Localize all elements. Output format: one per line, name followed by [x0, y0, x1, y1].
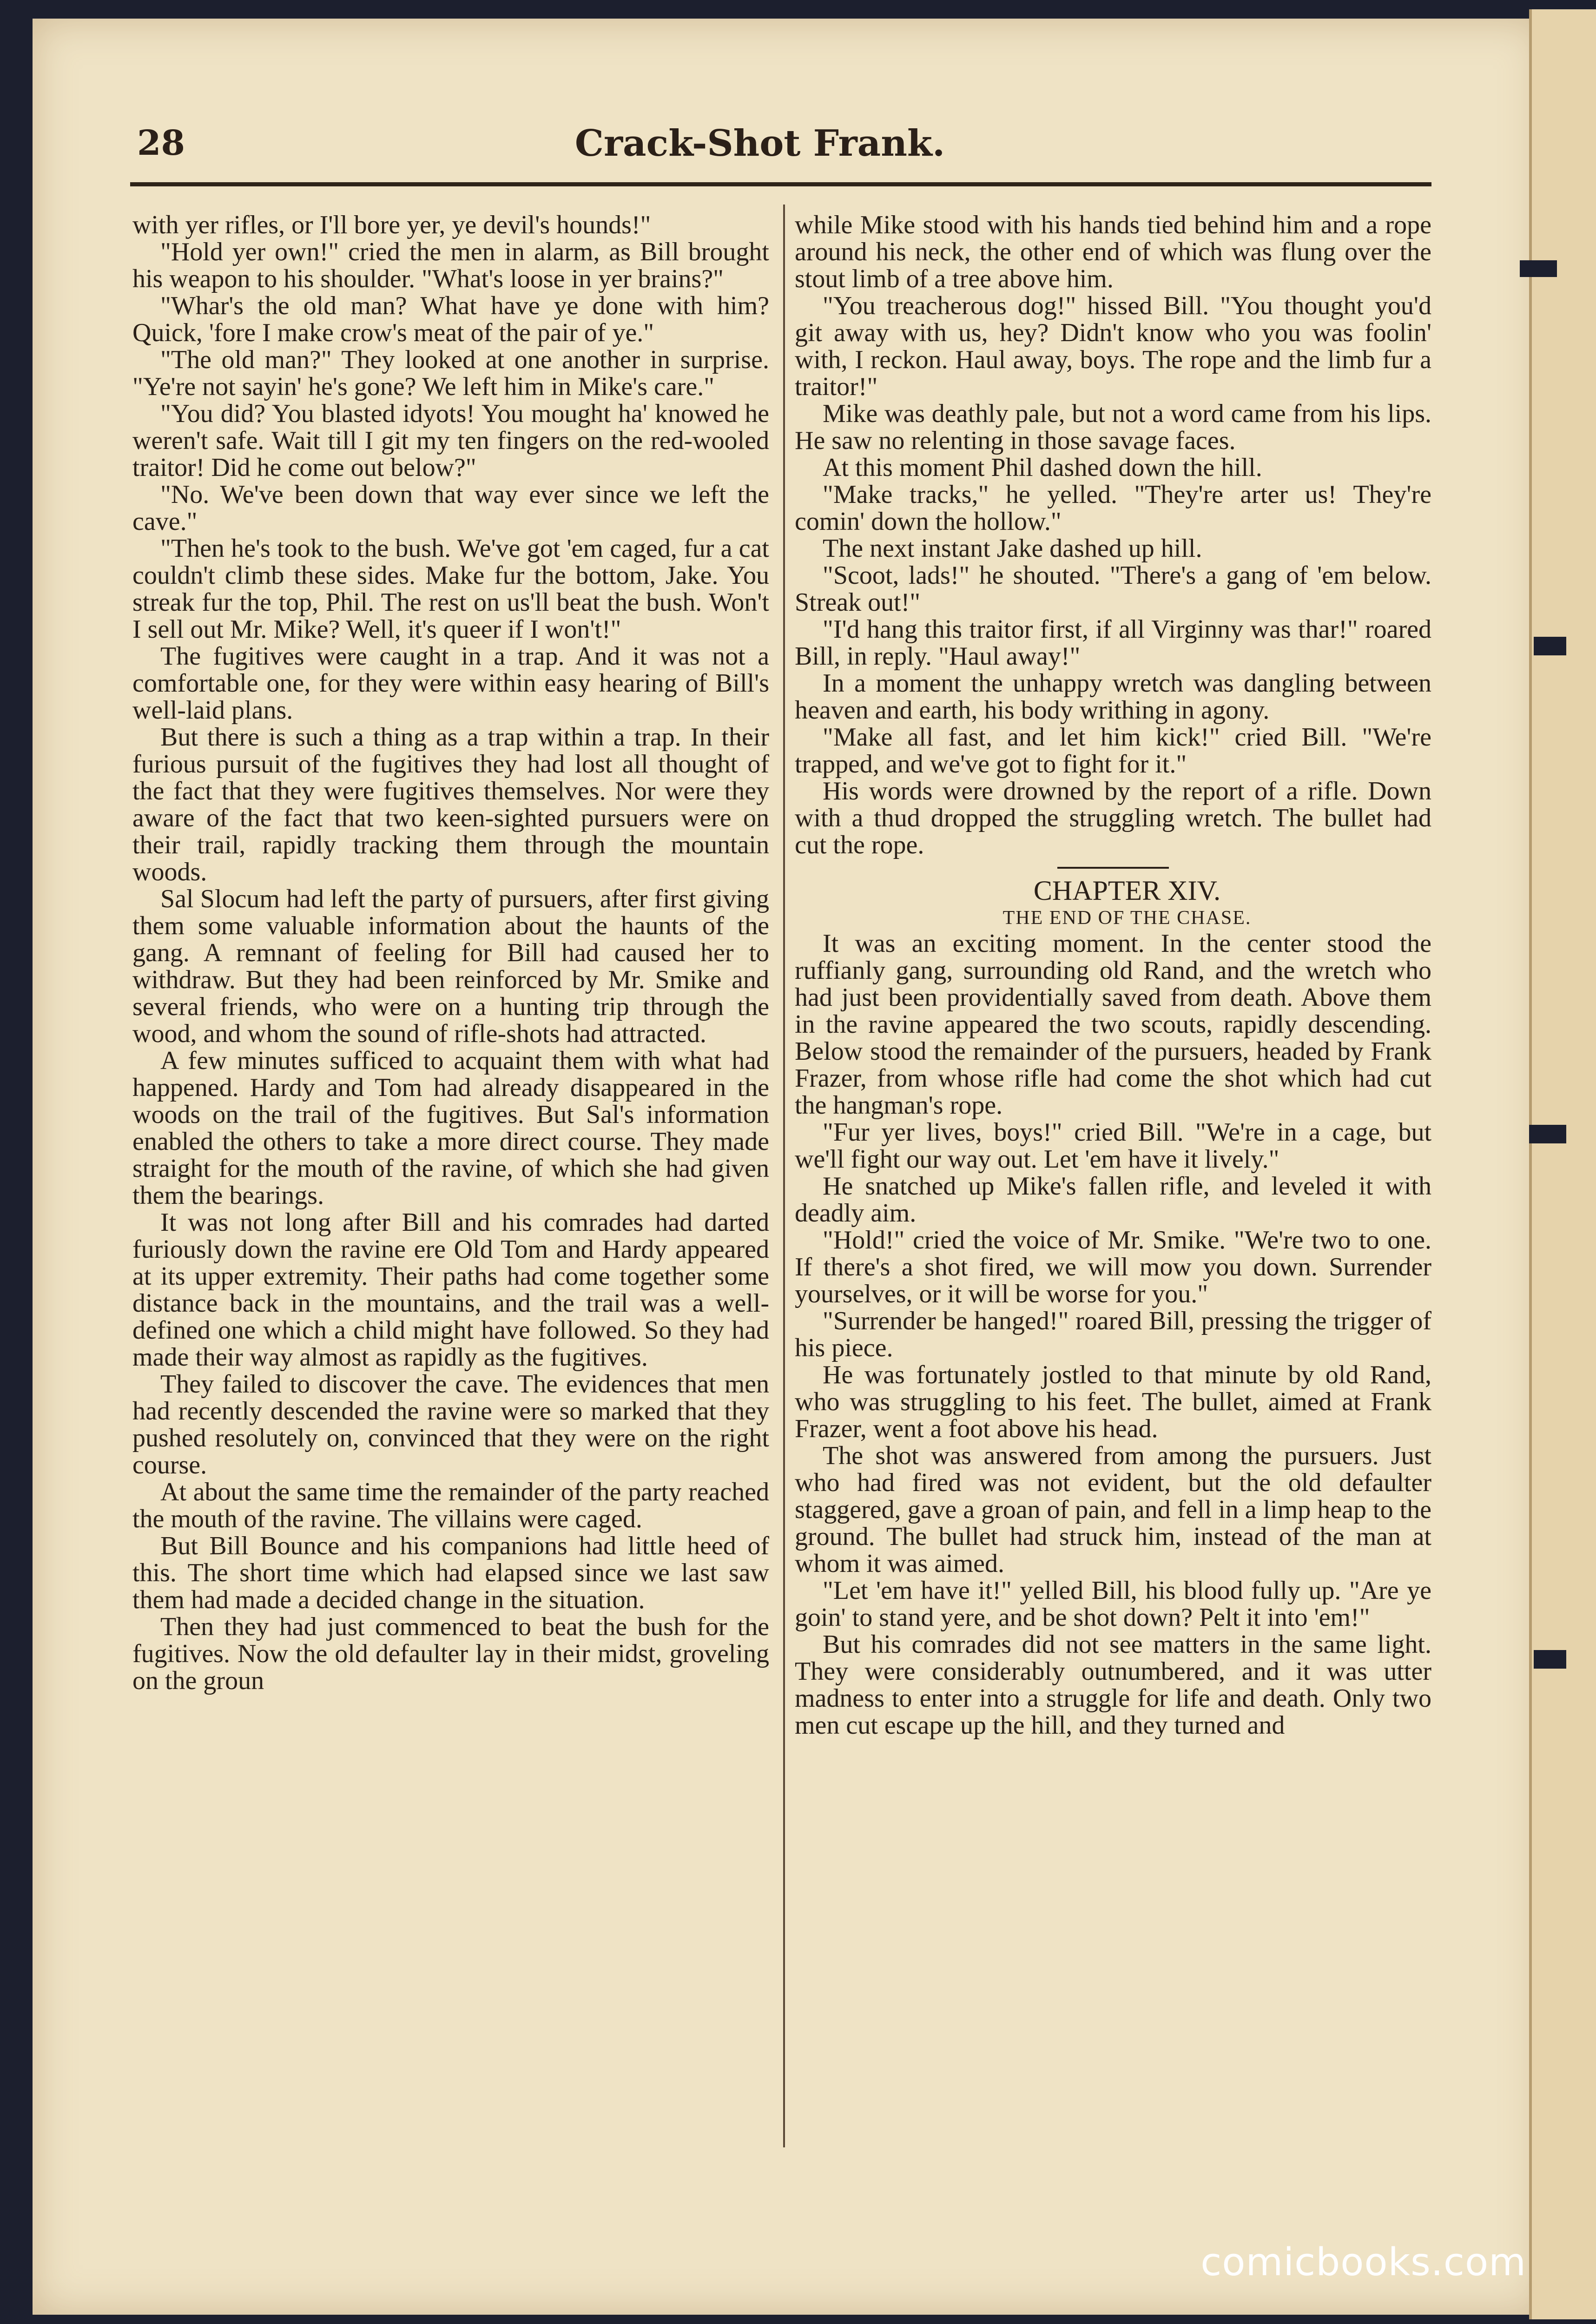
paragraph: "Let 'em have it!" yelled Bill, his blood fully up. "Are ye goin' to stand yere, and be shot down? Pelt it into 'em!": [795, 1576, 1431, 1632]
paragraph: His words were drowned by the report of a rifle. Down with a thud dropped the struggling wretch. The bullet had cut the rope.: [795, 777, 1431, 859]
paragraph: He snatched up Mike's fallen rifle, and leveled it with deadly aim.: [795, 1172, 1431, 1228]
paragraph: "Hold yer own!" cried the men in alarm, as Bill brought his weapon to his shoulder. "What's loose in yer brains?": [132, 238, 769, 293]
paragraph: The next instant Jake dashed up hill.: [823, 534, 1202, 563]
paragraph: But Bill Bounce and his companions had little heed of this. The short time which had elapsed since we last saw them had made a decided change in the situation.: [132, 1532, 769, 1614]
paragraph: It was not long after Bill and his comrades had darted furiously down the ravine ere Old Tom and Hardy appeared at its upper extremity. Their paths had come together some distance back in the mountains, and the trail was a well-defined one which a child might have followed. So they had made their way almost as rapidly as the fugitives.: [132, 1208, 769, 1372]
paragraph: "Then he's took to the bush. We've got 'em caged, fur a cat couldn't climb these sides. Make fur the bottom, Jake. You streak fur the top, Phil. The rest on us'll beat the bush. Won't I sell out Mr. Mike? Well, it's queer if I won't!": [132, 534, 769, 644]
paragraph: "Whar's the old man? What have ye done with him? Quick, 'fore I make crow's meat of the pair of ye.": [132, 291, 769, 347]
paragraph: At this moment Phil dashed down the hill.: [823, 453, 1262, 482]
paragraph: "Make tracks," he yelled. "They're arter us! They're comin' down the hollow.": [795, 480, 1431, 536]
paragraph: "The old man?" They looked at one another in surprise. "Ye're not sayin' he's gone? We left him in Mike's care.": [132, 345, 769, 401]
chapter-heading: CHAPTER XIV.: [1033, 875, 1221, 906]
right-column-upper: [795, 211, 1431, 858]
paragraph: "Surrender be hanged!" roared Bill, pressing the trigger of his piece.: [795, 1307, 1431, 1362]
page-number: 28: [137, 123, 185, 163]
watermark: comicbooks.com: [1200, 2240, 1526, 2284]
paragraph: They failed to discover the cave. The evidences that men had recently descended the ravine were so marked that they pushed resolutely on, convinced that they were on the right course.: [132, 1370, 769, 1479]
running-title: Crack-Shot Frank.: [574, 122, 945, 165]
paragraph: "You treacherous dog!" hissed Bill. "You thought you'd git away with us, hey? Didn't know who you was foolin' with, I reckon. Haul away, boys. The rope and the limb fur a traitor!": [795, 291, 1431, 401]
paragraph: "Fur yer lives, boys!" cried Bill. "We're in a cage, but we'll fight our way out. Let 'em have it lively.": [795, 1118, 1431, 1174]
chapter-subheading: THE END OF THE CHASE.: [1002, 907, 1252, 929]
right-column-lower: [795, 930, 1431, 1739]
paragraph: The fugitives were caught in a trap. And it was not a comfortable one, for they were within easy hearing of Bill's well-laid plans.: [132, 642, 769, 725]
paragraph: A few minutes sufficed to acquaint them with what had happened. Hardy and Tom had already disappeared in the woods on the trail of the fugitives. But Sal's information enabled the others to take a more direct course. They made straight for the mouth of the ravine, of which she had given them the bearings.: [132, 1046, 769, 1210]
paragraph: But there is such a thing as a trap within a trap. In their furious pursuit of the fugitives they had lost all thought of the fact that they were fugitives themselves. Nor were they aware of the fact that two keen-sighted pursuers were on their trail, rapidly tracking them through the mountain woods.: [132, 723, 769, 886]
tear-mark: [1520, 260, 1557, 277]
right-text-column: [795, 211, 1431, 2159]
column-divider: [783, 205, 785, 2147]
paragraph: The shot was answered from among the pursuers. Just who had fired was not evident, but the old defaulter staggered, gave a groan of pain, and fell in a limp heap to the ground. The bullet had struck him, instead of the man at whom it was aimed.: [795, 1441, 1431, 1578]
paragraph: "I'd hang this traitor first, if all Virginny was thar!" roared Bill, in reply. "Haul away!": [795, 615, 1431, 671]
chapter-separator-rule: [1057, 867, 1169, 869]
paragraph: In a moment the unhappy wretch was dangling between heaven and earth, his body writhing in agony.: [795, 669, 1431, 725]
tear-mark: [1534, 637, 1566, 655]
paragraph: It was an exciting moment. In the center stood the ruffianly gang, surrounding old Rand, and the wretch who had just been providentially saved from death. Above them in the ravine appeared the two scouts, rapidly descending. Below stood the remainder of the pursuers, headed by Frank Frazer, from whose rifle had come the shot which had cut the hangman's rope.: [795, 929, 1431, 1120]
paragraph: "You did? You blasted idyots! You mought ha' knowed he weren't safe. Wait till I git my ten fingers on the red-wooled traitor! Did he come out below?": [132, 399, 769, 482]
paragraph: "Make all fast, and let him kick!" cried Bill. "We're trapped, and we've got to fight for it.": [795, 723, 1431, 779]
paragraph: while Mike stood with his hands tied behind him and a rope around his neck, the other end of which was flung over the stout limb of a tree above him.: [795, 211, 1431, 293]
paragraph: Sal Slocum had left the party of pursuers, after first giving them some valuable information about the haunts of the gang. A remnant of feeling for Bill had caused her to withdraw. But they had been reinforced by Mr. Smike and several friends, who were on a hunting trip through the wood, and whom the sound of rifle-shots had attracted.: [132, 885, 769, 1048]
paragraph: "No. We've been down that way ever since we left the cave.": [132, 480, 769, 536]
page-header: [93, 119, 1427, 174]
paragraph: He was fortunately jostled to that minute by old Rand, who was struggling to his feet. The bullet, aimed at Frank Frazer, went a foot above his head.: [795, 1360, 1431, 1443]
paragraph: At about the same time the remainder of the party reached the mouth of the ravine. The villains were caged.: [132, 1478, 769, 1533]
paragraph: Then they had just commenced to beat the bush for the fugitives. Now the old defaulter lay in their midst, groveling on the groun: [132, 1612, 769, 1695]
page-spine-edge: [1529, 9, 1596, 2319]
paragraph: with yer rifles, or I'll bore yer, ye devil's hounds!": [132, 211, 651, 239]
header-rule: [130, 182, 1431, 186]
tear-mark: [1529, 1125, 1566, 1143]
paragraph: "Scoot, lads!" he shouted. "There's a gang of 'em below. Streak out!": [795, 561, 1431, 617]
paragraph: But his comrades did not see matters in the same light. They were considerably outnumbered, and it was utter madness to enter into a struggle for life and death. Only two men cut escape up the hill, and they turned and: [795, 1630, 1431, 1740]
tear-mark: [1534, 1650, 1566, 1669]
paragraph: "Hold!" cried the voice of Mr. Smike. "We're two to one. If there's a shot fired, we will mow you down. Surrender yourselves, or it will be worse for you.": [795, 1226, 1431, 1308]
paragraph: Mike was deathly pale, but not a word came from his lips. He saw no relenting in those savage faces.: [795, 399, 1431, 455]
left-text-column: [132, 211, 769, 2159]
